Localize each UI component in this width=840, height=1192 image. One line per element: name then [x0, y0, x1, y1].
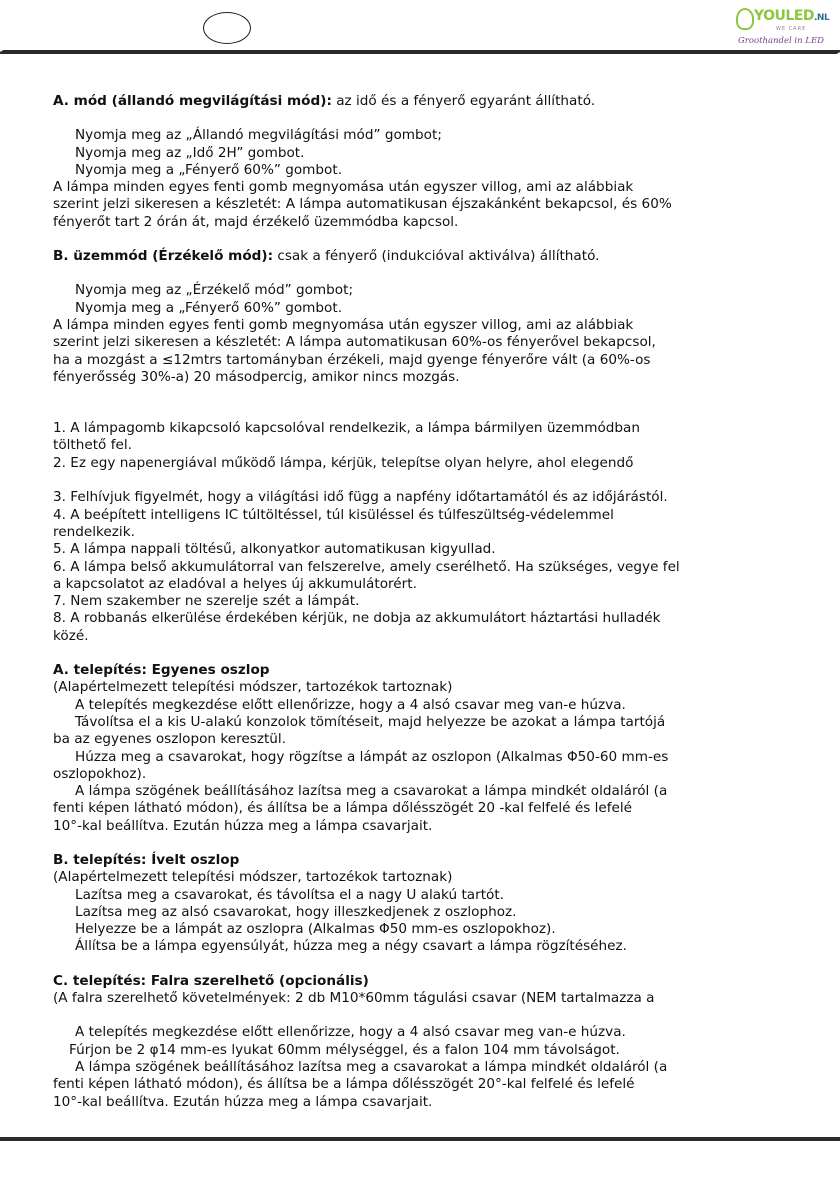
install-step-line: fenti képen látható módon), és állítsa be a lámpa dőlésszögét 20 -kal felfelé és lefelé: [53, 800, 633, 817]
install-step-line: 10°-kal beállítva. Ezután húzza meg a lámpa csavarjait.: [53, 817, 433, 834]
install-c-heading: C. telepítés: Falra szerelhető (opcionális): [53, 972, 369, 989]
note-line: a kapcsolatot az eladóval a helyes új akkumulátorért.: [53, 575, 417, 592]
install-step-line: 10°-kal beállítva. Ezután húzza meg a lámpa csavarjait.: [53, 1093, 433, 1110]
note-line: [53, 472, 798, 489]
install-step-line: Fúrjon be 2 φ14 mm-es lyukat 60mm mélységgel, és a falon 104 mm távolságot.: [69, 1041, 620, 1058]
note-line: 7. Nem szakember ne szerelje szét a lámpát.: [53, 593, 360, 610]
note-line: 2. Ez egy napenergiával működő lámpa, kérjük, telepítse olyan helyre, ahol elegendő: [53, 454, 634, 471]
section-a-text: A lámpa minden egyes fenti gomb megnyomása után egyszer villog, ami az alábbiak: [53, 179, 634, 196]
notes-list: [53, 420, 798, 645]
install-b-sub: (Alapértelmezett telepítési módszer, tartozékok tartoznak): [53, 869, 453, 886]
install-step-line: oszlopokhoz).: [53, 765, 147, 782]
section-a-step: Nyomja meg az „Idő 2H” gombot.: [75, 144, 305, 161]
install-step-line: Lazítsa meg a csavarokat, és távolítsa el a nagy U alakú tartót.: [75, 886, 504, 903]
install-c-sub: (A falra szerelhető követelmények: 2 db M10*60mm tágulási csavar (NEM tartalmazza a: [53, 990, 655, 1007]
section-b-step: Nyomja meg a „Fényerő 60%” gombot.: [75, 299, 343, 316]
note-line: 3. Felhívjuk figyelmét, hogy a világítási idő függ a napfény időtartamától és az időjárástól.: [53, 489, 668, 506]
install-step-line: Állítsa be a lámpa egyensúlyát, húzza meg a négy csavart a lámpa rögzítéséhez.: [75, 938, 627, 955]
install-a-steps: [53, 697, 798, 835]
logo-brand: YOULED.NL: [754, 8, 830, 24]
bulb-icon: [736, 8, 754, 30]
note-line: rendelkezik.: [53, 523, 135, 540]
note-line: 8. A robbanás elkerülése érdekében kérjük, ne dobja az akkumulátort háztartási hulladék: [53, 610, 661, 627]
install-step-line: A lámpa szögének beállításához lazítsa meg a csavarokat a lámpa mindkét oldaláról (a: [75, 1058, 668, 1075]
install-step-line: A telepítés megkezdése előtt ellenőrizze, hogy a 4 alsó csavar meg van-e húzva.: [75, 1024, 626, 1041]
section-a-step: Nyomja meg az „Állandó megvilágítási mód” gombot;: [75, 127, 442, 144]
install-a-heading: A. telepítés: Egyenes oszlop: [53, 662, 270, 679]
section-b-text: A lámpa minden egyes fenti gomb megnyomása után egyszer villog, ami az alábbiak: [53, 316, 634, 333]
header-divider: [0, 50, 840, 54]
logo-tagline: Groothandel in LED: [738, 36, 824, 46]
oval-mark: [203, 12, 251, 44]
footer-divider: [0, 1137, 840, 1141]
note-line: 5. A lámpa nappali töltésű, alkonyatkor automatikusan kigyullad.: [53, 541, 496, 558]
section-b-text: szerint jelzi sikeresen a készletét: A lámpa automatikusan 60%-os fényerővel bekapcsol,: [53, 334, 656, 351]
logo-care: WE CARE: [776, 26, 807, 32]
section-a-text: szerint jelzi sikeresen a készletét: A lámpa automatikusan éjszakánként bekapcsol, és 60%: [53, 196, 672, 213]
note-line: közé.: [53, 627, 89, 644]
note-line: 1. A lámpagomb kikapcsoló kapcsolóval rendelkezik, a lámpa bármilyen üzemmódban: [53, 420, 640, 437]
note-line: tölthető fel.: [53, 437, 132, 454]
note-line: 6. A lámpa belső akkumulátorral van felszerelve, amely cserélhető. Ha szükséges, vegye fel: [53, 558, 680, 575]
install-step-line: Húzza meg a csavarokat, hogy rögzítse a lámpát az oszlopon (Alkalmas Φ50-60 mm-es: [75, 748, 669, 765]
section-b-step: Nyomja meg az „Érzékelő mód” gombot;: [75, 282, 354, 299]
section-a-text: fényerőt tart 2 órán át, majd érzékelő üzemmódba kapcsol.: [53, 213, 459, 230]
section-b-text: ha a mozgást a ≤12mtrs tartományban érzékeli, majd gyenge fényerőre vált (a 60%-os: [53, 351, 651, 368]
install-c-steps: [53, 1024, 798, 1110]
section-a-heading: A. mód (állandó megvilágítási mód): az idő és a fényerő egyaránt állítható.: [53, 93, 596, 109]
install-step-line: ba az egyenes oszlopon keresztül.: [53, 731, 287, 748]
document-body: [53, 93, 798, 1111]
install-step-line: A telepítés megkezdése előtt ellenőrizze, hogy a 4 alsó csavar meg van-e húzva.: [75, 696, 626, 713]
install-step-line: Lazítsa meg az alsó csavarokat, hogy illeszkedjenek z oszlophoz.: [75, 903, 517, 920]
install-step-line: Helyezze be a lámpát az oszlopra (Alkalmas Φ50 mm-es oszlopokhoz).: [75, 921, 556, 938]
youled-logo: [736, 6, 832, 50]
install-a-sub: (Alapértelmezett telepítési módszer, tartozékok tartoznak): [53, 679, 453, 696]
install-step-line: Távolítsa el a kis U-alakú konzolok tömítéseit, majd helyezze be azokat a lámpa tartójá: [75, 713, 666, 730]
section-a-step: Nyomja meg a „Fényerő 60%” gombot.: [75, 161, 343, 178]
section-b-text: fényerősség 30%-a) 20 másodpercig, amikor nincs mozgás.: [53, 368, 460, 385]
note-line: 4. A beépített intelligens IC túltöltéssel, túl kisüléssel és túlfeszültség-védelemmel: [53, 506, 614, 523]
section-b-heading: B. üzemmód (Érzékelő mód): csak a fényerő (indukcióval aktiválva) állítható.: [53, 248, 600, 265]
install-step-line: A lámpa szögének beállításához lazítsa meg a csavarokat a lámpa mindkét oldaláról (a: [75, 783, 668, 800]
install-b-heading: B. telepítés: Ívelt oszlop: [53, 851, 240, 868]
install-b-steps: [53, 887, 798, 956]
install-step-line: fenti képen látható módon), és állítsa be a lámpa dőlésszögét 20°-kal felfelé és lefelé: [53, 1076, 635, 1093]
